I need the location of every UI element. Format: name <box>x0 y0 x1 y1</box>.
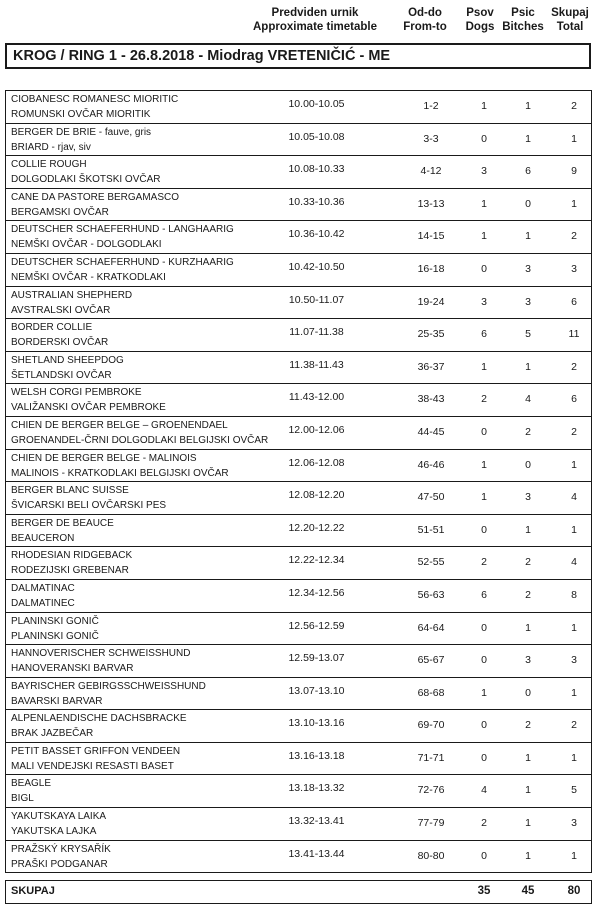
breed-local-name: YAKUTSKA LAJKA <box>11 826 97 838</box>
judging-time: 11.07-11.38 <box>289 326 344 339</box>
bitches-count: 1 <box>525 132 531 145</box>
dogs-count: 1 <box>481 100 487 112</box>
breed-local-name: DOLGODLAKI ŠKOTSKI OVČAR <box>11 174 161 186</box>
judging-time: 13.18-13.32 <box>288 782 345 795</box>
breed-name: CANE DA PASTORE BERGAMASCO <box>11 191 180 203</box>
bitches-count: 1 <box>525 360 531 373</box>
judging-time: 12.08-12.20 <box>288 489 345 502</box>
judging-time: 10.00-10.05 <box>288 98 345 110</box>
dogs-count: 0 <box>481 751 487 764</box>
bitches-count: 1 <box>525 849 531 862</box>
total-count: 11 <box>568 328 580 341</box>
bitches-count: 2 <box>525 588 531 601</box>
judging-time: 13.16-13.18 <box>288 749 345 762</box>
catalog-range: 4-12 <box>420 165 442 178</box>
table-row <box>5 775 592 808</box>
judging-time: 12.06-12.08 <box>288 456 345 469</box>
breed-name: DALMATINAC <box>11 582 75 594</box>
catalog-range: 16-18 <box>417 262 445 275</box>
breed-name: BERGER DE BEAUCE <box>11 517 114 529</box>
judging-time: 12.59-13.07 <box>288 652 345 665</box>
timetable-header-en: Approximate timetable <box>253 21 377 33</box>
breed-local-name: BIGL <box>11 793 34 805</box>
bitches-count: 1 <box>525 230 531 243</box>
bitches-count: 1 <box>525 817 531 830</box>
total-count: 1 <box>571 458 577 471</box>
breed-name: BEAGLE <box>11 778 52 790</box>
table-row <box>5 384 592 417</box>
bitches-count: 2 <box>525 556 531 569</box>
breed-local-name: HANOVERANSKI BARVAR <box>11 663 134 675</box>
breed-name: BERGER BLANC SUISSE <box>11 485 129 497</box>
judging-time: 10.42-10.50 <box>288 260 345 273</box>
breed-local-name: GROENANDEL-ČRNI DOLGODLAKI BELGIJSKI OVČAR <box>11 434 269 446</box>
dogs-count: 3 <box>481 165 487 178</box>
table-row <box>5 710 592 743</box>
table-row <box>5 645 592 678</box>
breed-local-name: BRIARD - rjav, siv <box>11 141 91 153</box>
total-count: 3 <box>571 817 577 830</box>
breed-local-name: AVSTRALSKI OVČAR <box>11 304 111 316</box>
total-count: 1 <box>571 751 577 764</box>
breed-local-name: BAVARSKI BARVAR <box>11 695 103 707</box>
table-row <box>5 189 592 222</box>
dogs-header-en: Dogs <box>465 21 495 33</box>
breed-name: PLANINSKI GONIČ <box>11 615 99 627</box>
dogs-count: 1 <box>481 360 487 373</box>
timetable-header <box>240 6 390 34</box>
total-count: 2 <box>571 230 577 243</box>
bitches-count: 6 <box>525 165 531 178</box>
total-count: 3 <box>571 262 577 275</box>
timetable-header-sl: Predviden urnik <box>271 7 359 19</box>
breed-local-name: NEMŠKI OVČAR - KRATKODLAKI <box>11 271 166 283</box>
catalog-range: 64-64 <box>417 621 445 634</box>
bitches-header-en: Bitches <box>502 21 544 33</box>
judging-time: 11.43-12.00 <box>288 391 345 404</box>
catalog-range: 80-80 <box>417 849 445 862</box>
catalog-range: 44-45 <box>417 425 445 438</box>
catalog-range: 51-51 <box>417 523 445 536</box>
total-count: 4 <box>571 491 577 504</box>
breed-name: DEUTSCHER SCHAEFERHUND - LANGHAARIG <box>11 224 234 236</box>
table-row <box>5 352 592 385</box>
breed-local-name: NEMŠKI OVČAR - DOLGODLAKI <box>11 239 162 251</box>
catalog-range: 14-15 <box>417 230 445 243</box>
dogs-count: 1 <box>481 686 487 699</box>
catalog-range: 3-3 <box>423 132 439 145</box>
summary-total: 80 <box>567 885 581 897</box>
breed-local-name: ROMUNSKI OVČAR MIORITIK <box>11 109 151 120</box>
catalog-range: 47-50 <box>417 491 445 504</box>
dogs-count: 0 <box>481 719 487 732</box>
bitches-count: 3 <box>525 654 531 667</box>
breed-local-name: RODEZIJSKI GREBENAR <box>11 565 129 577</box>
table-row <box>5 580 592 613</box>
bitches-count: 3 <box>525 295 531 308</box>
dogs-count: 0 <box>481 425 487 438</box>
total-count: 2 <box>571 719 577 732</box>
total-count: 5 <box>571 784 577 797</box>
total-count: 1 <box>571 686 577 699</box>
table-row <box>5 287 592 320</box>
table-row <box>5 841 592 874</box>
breed-name: COLLIE ROUGH <box>11 159 87 171</box>
breed-local-name: PLANINSKI GONIČ <box>11 630 99 642</box>
dogs-count: 0 <box>481 262 487 275</box>
bitches-count: 3 <box>525 262 531 275</box>
breed-name: CIOBANESC ROMANESC MIORITIC <box>11 94 179 105</box>
breed-name: AUSTRALIAN SHEPHERD <box>11 289 133 301</box>
breed-local-name: PRAŠKI PODGANAR <box>11 858 108 870</box>
total-count: 4 <box>571 556 577 569</box>
table-row <box>5 91 592 124</box>
total-count: 2 <box>571 425 577 438</box>
judging-time: 13.07-13.10 <box>288 684 345 697</box>
bitches-count: 1 <box>525 100 531 112</box>
table-row <box>5 678 592 711</box>
bitches-count: 1 <box>525 751 531 764</box>
dogs-count: 3 <box>481 295 487 308</box>
breed-local-name: MALI VENDEJSKI RESASTI BASET <box>11 760 174 772</box>
dogs-count: 2 <box>481 393 487 406</box>
table-row <box>5 450 592 483</box>
table-row <box>5 547 592 580</box>
summary-row <box>5 880 592 904</box>
summary-dogs: 35 <box>477 885 491 897</box>
dogs-count: 0 <box>481 132 487 145</box>
bitches-header <box>500 6 546 34</box>
judging-time: 13.41-13.44 <box>288 847 345 860</box>
bitches-count: 2 <box>525 425 531 438</box>
judging-time: 10.33-10.36 <box>288 195 345 208</box>
judging-time: 12.00-12.06 <box>288 423 345 436</box>
bitches-count: 0 <box>525 197 531 210</box>
breed-local-name: BEAUCERON <box>11 532 75 544</box>
table-row <box>5 743 592 776</box>
total-header <box>545 6 595 34</box>
dogs-count: 1 <box>481 458 487 471</box>
dogs-count: 0 <box>481 849 487 862</box>
catalog-range: 52-55 <box>417 556 445 569</box>
column-header <box>0 6 600 42</box>
breed-local-name: ŠETLANDSKI OVČAR <box>11 369 112 381</box>
dogs-count: 0 <box>481 654 487 667</box>
bitches-count: 0 <box>525 686 531 699</box>
judging-time: 12.20-12.22 <box>288 521 345 534</box>
range-header <box>395 6 455 34</box>
catalog-range: 19-24 <box>417 295 445 308</box>
breed-name: CHIEN DE BERGER BELGE - MALINOIS <box>11 452 197 464</box>
breed-name: WELSH CORGI PEMBROKE <box>11 387 142 399</box>
breed-name: SHETLAND SHEEPDOG <box>11 354 124 366</box>
dogs-count: 1 <box>481 197 487 210</box>
catalog-range: 1-2 <box>423 100 439 112</box>
table-row <box>5 221 592 254</box>
judging-time: 13.32-13.41 <box>288 815 345 828</box>
breed-local-name: MALINOIS - KRATKODLAKI BELGIJSKI OVČAR <box>11 467 229 479</box>
bitches-count: 4 <box>525 393 531 406</box>
table-row <box>5 613 592 646</box>
range-header-sl: Od-do <box>408 7 442 19</box>
judging-time: 11.38-11.43 <box>289 358 344 371</box>
bitches-count: 1 <box>525 784 531 797</box>
judging-time: 10.08-10.33 <box>288 163 345 176</box>
breed-name: BERGER DE BRIE - fauve, gris <box>11 126 152 138</box>
table-row <box>5 254 592 287</box>
dogs-count: 0 <box>481 523 487 536</box>
bitches-count: 1 <box>525 523 531 536</box>
breed-name: PETIT BASSET GRIFFON VENDEEN <box>11 745 181 757</box>
breed-local-name: BORDERSKI OVČAR <box>11 337 109 349</box>
summary-label: SKUPAJ <box>11 885 55 897</box>
catalog-range: 13-13 <box>417 197 445 210</box>
table-row <box>5 515 592 548</box>
total-count: 2 <box>571 360 577 373</box>
catalog-range: 38-43 <box>417 393 445 406</box>
dogs-count: 6 <box>481 328 487 341</box>
total-count: 6 <box>571 393 577 406</box>
table-row <box>5 124 592 157</box>
total-count: 9 <box>571 165 577 178</box>
judging-time: 12.34-12.56 <box>288 586 345 599</box>
total-count: 6 <box>571 295 577 308</box>
breed-name: BORDER COLLIE <box>11 322 93 334</box>
dogs-header-sl: Psov <box>466 7 494 19</box>
dogs-count: 4 <box>481 784 487 797</box>
judging-time: 13.10-13.16 <box>288 717 345 730</box>
bitches-count: 1 <box>525 621 531 634</box>
catalog-range: 69-70 <box>417 719 445 732</box>
catalog-range: 71-71 <box>417 751 445 764</box>
schedule-table <box>5 90 592 873</box>
breed-name: BAYRISCHER GEBIRGSSCHWEISSHUND <box>11 680 206 692</box>
total-count: 1 <box>571 621 577 634</box>
breed-local-name: DALMATINEC <box>11 597 75 609</box>
table-row <box>5 482 592 515</box>
catalog-range: 68-68 <box>417 686 445 699</box>
summary-bitches: 45 <box>521 885 535 897</box>
breed-local-name: VALIŽANSKI OVČAR PEMBROKE <box>11 402 166 414</box>
catalog-range: 72-76 <box>417 784 445 797</box>
breed-local-name: BRAK JAZBEČAR <box>11 728 94 740</box>
judging-time: 12.56-12.59 <box>288 619 345 632</box>
total-count: 1 <box>571 523 577 536</box>
breed-name: YAKUTSKAYA LAIKA <box>11 811 107 823</box>
total-header-en: Total <box>556 21 584 33</box>
table-row <box>5 808 592 841</box>
table-row <box>5 417 592 450</box>
table-row <box>5 319 592 352</box>
breed-name: HANNOVERISCHER SCHWEISSHUND <box>11 648 191 660</box>
bitches-count: 3 <box>525 491 531 504</box>
breed-name: CHIEN DE BERGER BELGE – GROENENDAEL <box>11 419 228 431</box>
total-header-sl: Skupaj <box>551 7 589 19</box>
catalog-range: 77-79 <box>417 817 445 830</box>
dogs-count: 6 <box>481 588 487 601</box>
dogs-count: 1 <box>481 491 487 504</box>
dogs-count: 2 <box>481 556 487 569</box>
catalog-range: 56-63 <box>417 588 445 601</box>
catalog-range: 36-37 <box>417 360 445 373</box>
bitches-count: 2 <box>525 719 531 732</box>
total-count: 3 <box>571 654 577 667</box>
dogs-header <box>458 6 502 34</box>
breed-name: ALPENLAENDISCHE DACHSBRACKE <box>11 713 187 725</box>
judging-time: 12.22-12.34 <box>288 554 345 567</box>
total-count: 1 <box>571 132 577 145</box>
total-count: 2 <box>571 100 577 112</box>
breed-local-name: ŠVICARSKI BELI OVČARSKI PES <box>11 500 167 512</box>
catalog-range: 65-67 <box>417 654 445 667</box>
dogs-count: 2 <box>481 817 487 830</box>
judging-time: 10.50-11.07 <box>288 293 345 306</box>
table-row <box>5 156 592 189</box>
dogs-count: 0 <box>481 621 487 634</box>
range-header-en: From-to <box>403 21 447 33</box>
breed-name: RHODESIAN RIDGEBACK <box>11 550 133 562</box>
breed-name: DEUTSCHER SCHAEFERHUND - KURZHAARIG <box>11 256 234 268</box>
bitches-header-sl: Psic <box>511 7 535 19</box>
catalog-range: 46-46 <box>417 458 445 471</box>
bitches-count: 5 <box>525 328 531 341</box>
ring-title: KROG / RING 1 - 26.8.2018 - Miodrag VRETENIČIĆ - ME <box>5 43 591 69</box>
judging-time: 10.05-10.08 <box>288 130 345 143</box>
judging-time: 10.36-10.42 <box>288 228 345 241</box>
total-count: 1 <box>571 849 577 862</box>
bitches-count: 0 <box>525 458 531 471</box>
dogs-count: 1 <box>481 230 487 243</box>
total-count: 8 <box>571 588 577 601</box>
catalog-range: 25-35 <box>417 328 445 341</box>
breed-local-name: BERGAMSKI OVČAR <box>11 206 109 218</box>
total-count: 1 <box>571 197 577 210</box>
breed-name: PRAŽSKÝ KRYSAŘÍK <box>11 843 111 855</box>
